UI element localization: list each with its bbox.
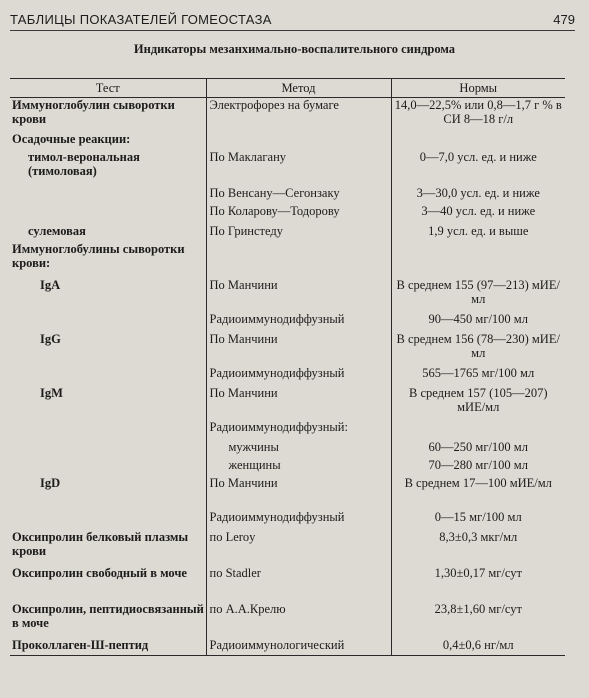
running-head [10, 6, 575, 31]
cell-test: Оксипролин, пептидиосвязанный в моче [12, 601, 204, 630]
cell-test: IgG [40, 331, 61, 346]
cell-norm [391, 132, 565, 150]
cell-norm: 8,3±0,3 мкг/мл [391, 530, 565, 566]
cell-test [10, 204, 206, 224]
column-header-test: Тест [10, 79, 206, 98]
table-row [10, 420, 565, 440]
cell-test [10, 312, 206, 332]
cell-norm: 0—15 мг/100 мл [391, 510, 565, 530]
column-header-norms: Нормы [391, 79, 565, 98]
cell-method: Электрофорез на бумаге [206, 98, 391, 132]
cell-norm: 0,4±0,6 нг/мл [391, 638, 565, 656]
cell-norm: 90—450 мг/100 мл [391, 312, 565, 332]
cell-test: IgD [40, 475, 61, 490]
table-row [10, 312, 565, 332]
table-row [10, 366, 565, 386]
page-number: 479 [553, 12, 575, 27]
table-header-row [10, 79, 565, 98]
cell-test: Осадочные реакции: [12, 131, 131, 146]
cell-method: По Коларову—Тодорову [206, 204, 391, 224]
table-row [10, 242, 565, 278]
running-head-title: ТАБЛИЦЫ ПОКАЗАТЕЛЕЙ ГОМЕОСТАЗА [10, 12, 272, 27]
cell-method: мужчины [206, 440, 391, 458]
cell-norm: 565—1765 мг/100 мл [391, 366, 565, 386]
table-row [10, 132, 565, 150]
cell-norm: В среднем 17—100 мИЕ/мл [391, 476, 565, 510]
cell-norm [391, 242, 565, 278]
table-row [10, 386, 565, 420]
cell-test [10, 440, 206, 458]
cell-norm: 14,0—22,5% или 0,8—1,7 г % в СИ 8—18 г/л [391, 98, 565, 132]
cell-method [206, 132, 391, 150]
column-header-method: Метод [206, 79, 391, 98]
cell-norm: 1,30±0,17 мг/сут [391, 566, 565, 602]
table-row [10, 458, 565, 476]
table-row [10, 186, 565, 204]
table-row [10, 566, 565, 602]
cell-method: По Манчини [206, 476, 391, 510]
table-row [10, 602, 565, 638]
cell-norm: 23,8±1,60 мг/сут [391, 602, 565, 638]
cell-method [206, 242, 391, 278]
table-row [10, 440, 565, 458]
table-row [10, 150, 565, 186]
table-row [10, 510, 565, 530]
cell-test: сулемовая [28, 223, 86, 238]
cell-norm: 3—30,0 усл. ед. и ниже [391, 186, 565, 204]
cell-test [10, 510, 206, 530]
cell-norm: 1,9 усл. ед. и выше [391, 224, 565, 242]
table-row [10, 204, 565, 224]
cell-method: по Stadler [206, 566, 391, 602]
cell-test: Проколлаген-Ш-пептид [10, 638, 206, 656]
cell-norm: 0—7,0 усл. ед. и ниже [391, 150, 565, 186]
cell-method: Радиоиммунодиффузный [206, 510, 391, 530]
cell-method: Радиоиммунологический [206, 638, 391, 656]
cell-norm: В среднем 157 (105—207) мИЕ/мл [391, 386, 565, 420]
cell-norm: 3—40 усл. ед. и ниже [391, 204, 565, 224]
table-row [10, 278, 565, 312]
cell-test: Иммуноглобулины сыворотки крови: [12, 241, 185, 270]
cell-method: женщины [206, 458, 391, 476]
table-caption: Индикаторы мезанхимально-воспалительного синдрома [133, 42, 456, 56]
table-row [10, 98, 565, 132]
cell-test [10, 458, 206, 476]
cell-method: по Leroy [206, 530, 391, 566]
cell-test: IgA [40, 277, 61, 292]
cell-method: По Гринстеду [206, 224, 391, 242]
cell-method: Радиоиммунодиффузный [206, 366, 391, 386]
cell-method: По Маклагану [206, 150, 391, 186]
cell-norm: В среднем 155 (97—213) мИЕ/мл [391, 278, 565, 312]
cell-method: По Манчини [206, 386, 391, 420]
cell-test [10, 366, 206, 386]
cell-test: Оксипролин белковый плазмы крови [12, 529, 189, 558]
cell-test: Оксипролин свободный в моче [12, 565, 187, 580]
cell-method: по А.А.Крелю [206, 602, 391, 638]
cell-method: Радиоиммунодиффузный [206, 312, 391, 332]
table-row [10, 530, 565, 566]
table-row [10, 224, 565, 242]
cell-test: тимол-верональная (тимоловая) [28, 149, 140, 178]
cell-norm: 60—250 мг/100 мл [391, 440, 565, 458]
table-row [10, 476, 565, 510]
cell-test: IgM [40, 385, 63, 400]
cell-test [10, 420, 206, 440]
cell-test [10, 186, 206, 204]
cell-method: По Манчини [206, 332, 391, 366]
cell-norm: В среднем 156 (78—230) мИЕ/мл [391, 332, 565, 366]
cell-norm [391, 420, 565, 440]
table-row [10, 332, 565, 366]
cell-test: Иммуноглобулин сыворотки крови [12, 98, 175, 126]
table-row [10, 638, 565, 656]
cell-method: По Манчини [206, 278, 391, 312]
cell-method: По Венсану—Сегонзаку [206, 186, 391, 204]
cell-norm: 70—280 мг/100 мл [391, 458, 565, 476]
cell-method: Радиоиммунодиффузный: [206, 420, 391, 440]
indicators-table [10, 78, 565, 656]
